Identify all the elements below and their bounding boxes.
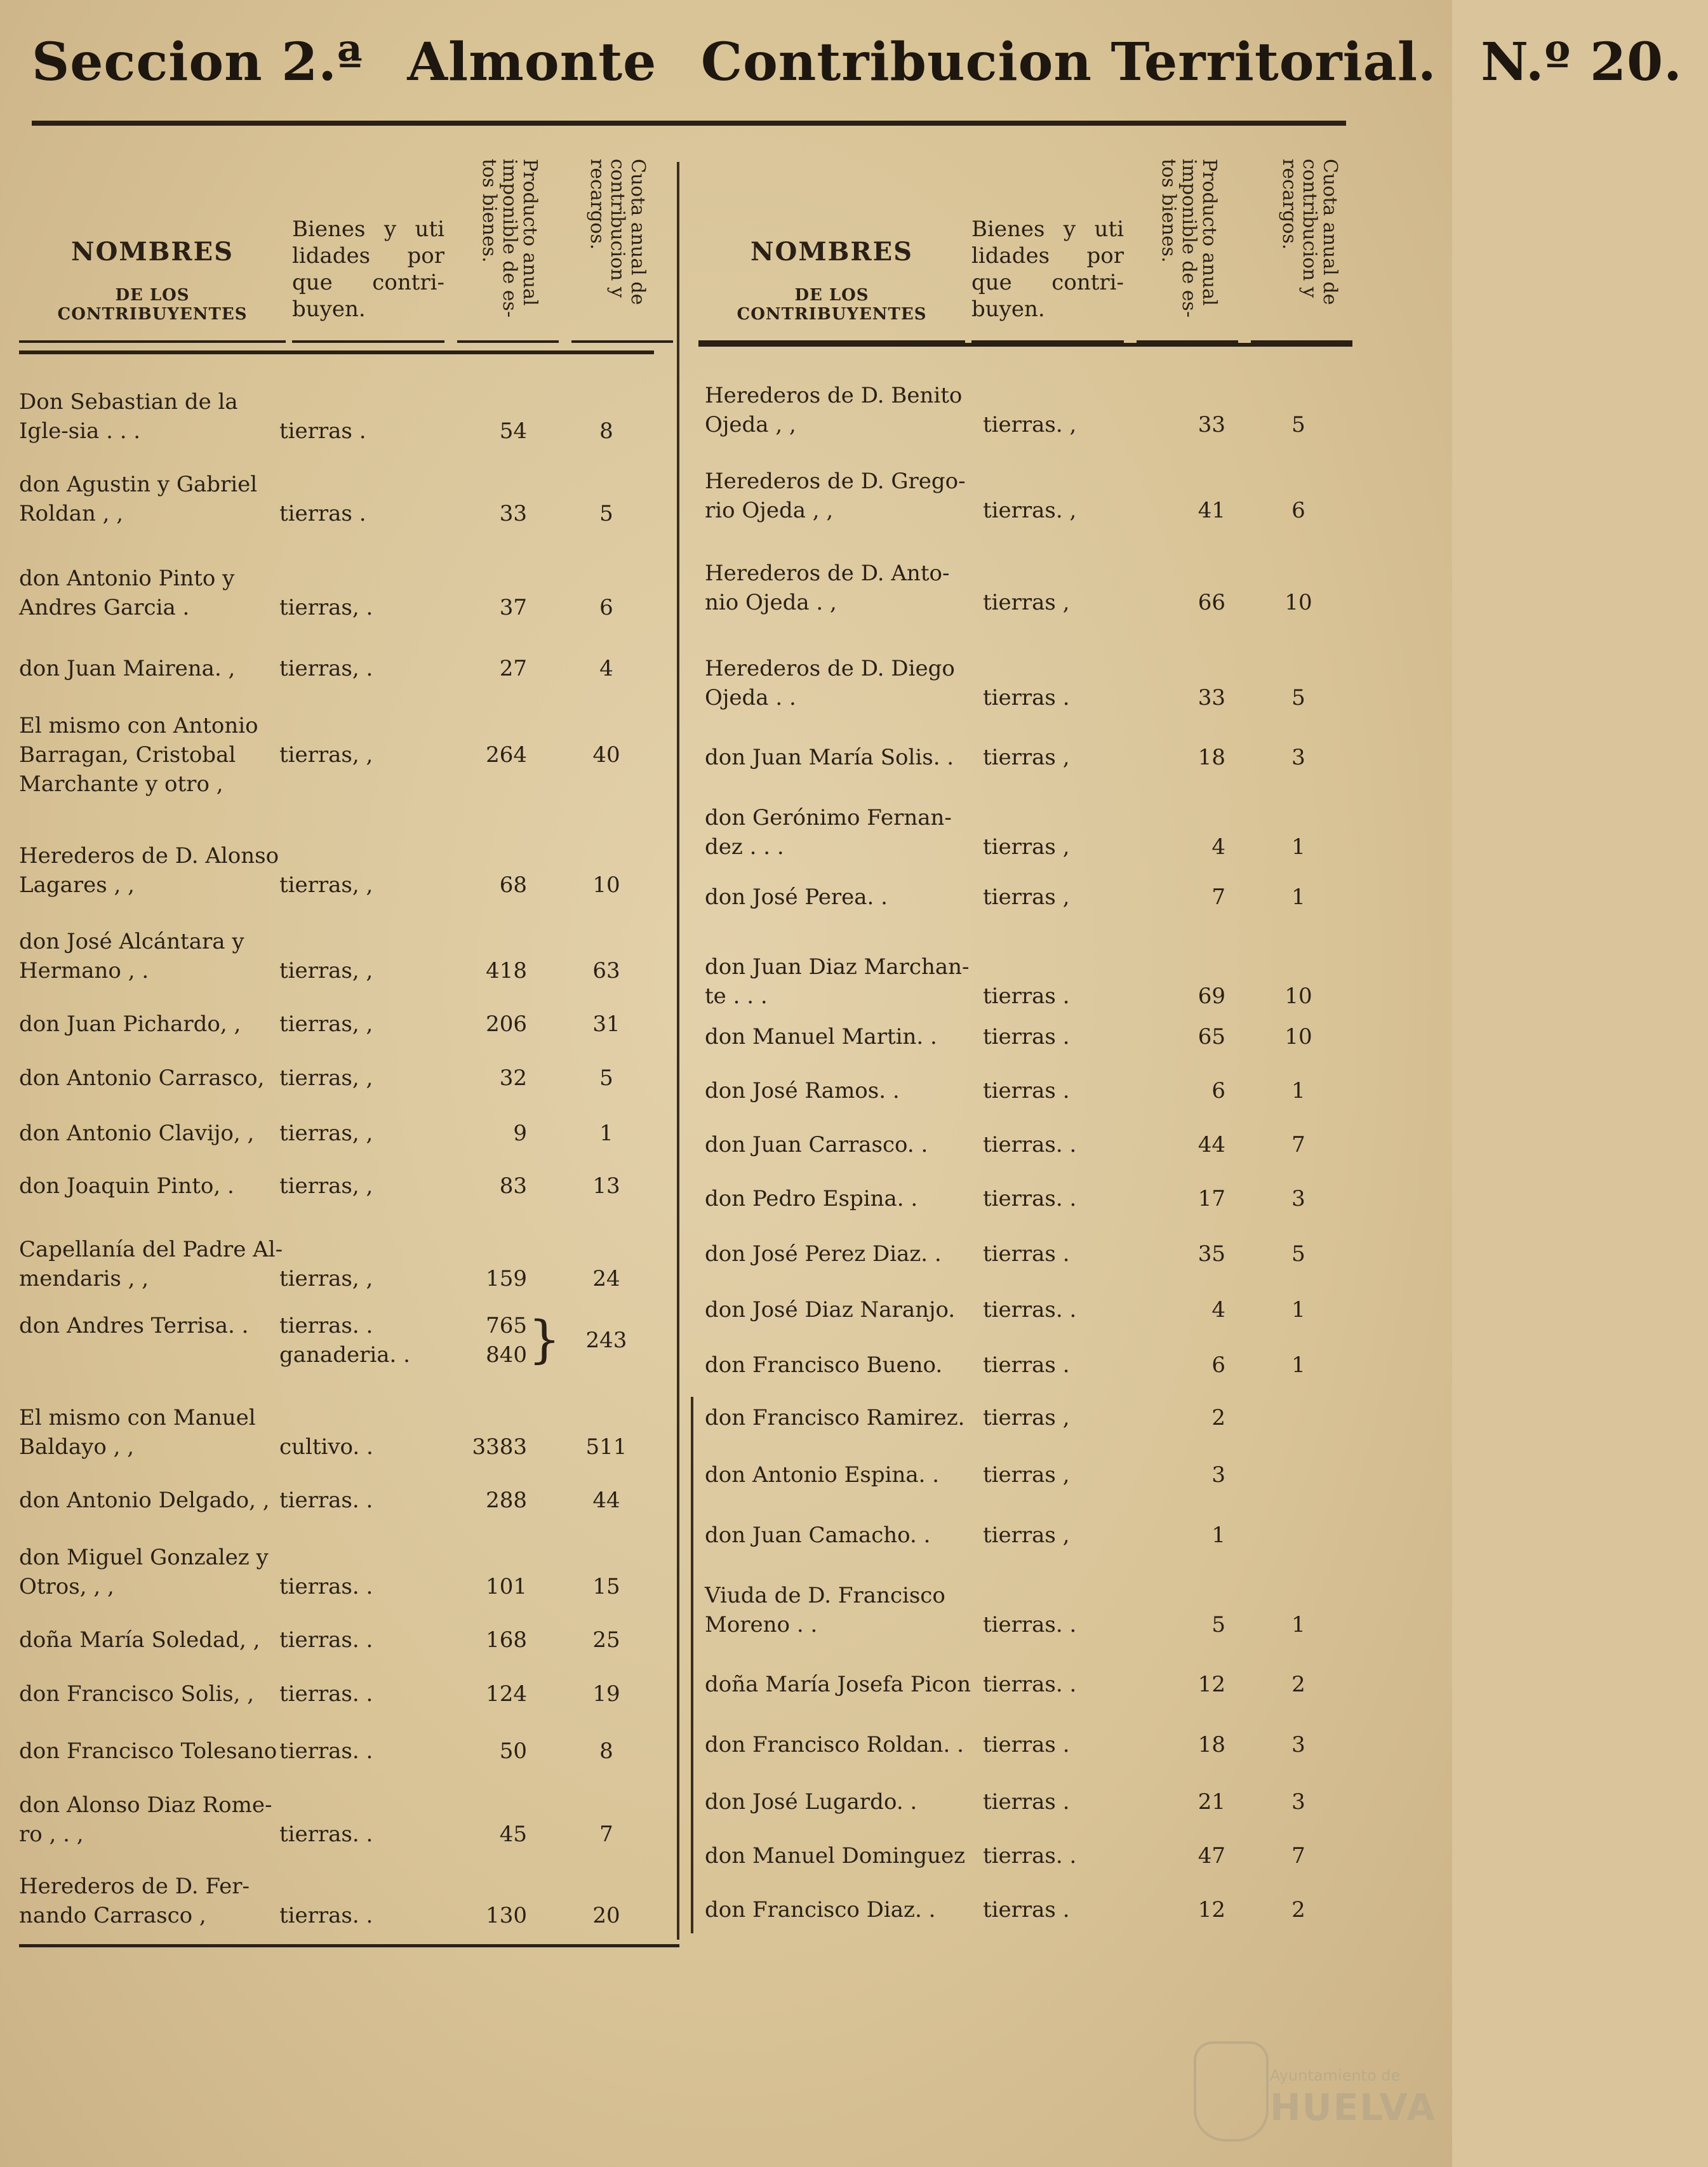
producto-cell: 124 xyxy=(486,1681,527,1707)
cuota-cell: 6 xyxy=(599,595,613,620)
producto-cell: 32 xyxy=(499,1065,527,1091)
producto-cell: 6 xyxy=(1211,1078,1225,1104)
producto-cell: 5 xyxy=(1211,1612,1225,1637)
cuota-cell: 40 xyxy=(592,742,620,768)
bienes-cell: tierras . xyxy=(983,1241,1070,1267)
bienes-cell: tierras , xyxy=(983,834,1070,860)
header-underline xyxy=(19,340,286,343)
contribuyente-name: Herederos de D. Diego Ojeda . . xyxy=(705,656,955,710)
bienes-cell: tierras, , xyxy=(279,1266,373,1291)
bienes-cell: tierras , xyxy=(983,884,1070,910)
contribuyente-name: doña María Josefa Picon xyxy=(705,1672,971,1697)
bienes-cell: tierras. . xyxy=(279,1738,373,1764)
bienes-cell: tierras, , xyxy=(279,1065,373,1091)
names-header xyxy=(19,237,286,324)
title-numero: N.º 20. xyxy=(1481,32,1683,93)
names-header-subtitle: DE LOS CONTRIBUYENTES xyxy=(57,286,248,324)
bienes-cell: tierras , xyxy=(983,1462,1070,1488)
cuota-cell: 1 xyxy=(599,1121,613,1146)
page-title xyxy=(32,32,1683,114)
contribuyente-name: don Juan Diaz Marchan-te . . . xyxy=(705,954,970,1009)
cuota-cell: 24 xyxy=(592,1266,620,1291)
producto-cell: 18 xyxy=(1198,1732,1225,1757)
cuota-cell: 19 xyxy=(592,1681,620,1707)
cuota-cell: 7 xyxy=(599,1822,613,1847)
contribuyente-name: don Francisco Roldan. . xyxy=(705,1732,964,1757)
producto-cell: 840 xyxy=(486,1342,527,1368)
bienes-cell: tierras. . xyxy=(983,1297,1077,1323)
contribuyente-name: don José Alcántara y Hermano , . xyxy=(19,929,244,983)
contribuyente-name: don Juan Pichardo, , xyxy=(19,1011,241,1037)
producto-cell: 288 xyxy=(486,1488,527,1513)
right-column-header xyxy=(698,152,1359,343)
contribuyente-name: don Pedro Espina. . xyxy=(705,1186,918,1211)
cuota-cell: 10 xyxy=(1284,1024,1312,1050)
column-divider xyxy=(677,162,679,1940)
header-underline xyxy=(292,340,444,343)
producto-cell: 69 xyxy=(1198,983,1225,1009)
cuota-header: Cuota anual de contribucion y recargos. xyxy=(1278,159,1341,305)
contribuyente-name: Herederos de D. Grego-rio Ojeda , , xyxy=(705,469,966,523)
bienes-cell: tierras. . xyxy=(279,1903,373,1928)
brace-icon: } xyxy=(528,1310,561,1369)
producto-cell: 54 xyxy=(499,418,527,444)
title-seccion: Seccion 2.ª xyxy=(32,32,363,93)
producto-cell: 168 xyxy=(486,1627,527,1653)
cuota-cell: 1 xyxy=(1291,884,1305,910)
contribuyente-name: don Antonio Clavijo, , xyxy=(19,1121,255,1146)
bienes-cell: tierras, . xyxy=(279,656,373,681)
producto-cell: 101 xyxy=(486,1574,527,1599)
bienes-cell: tierras. . xyxy=(983,1672,1077,1697)
bienes-cell: tierras . xyxy=(983,1352,1070,1378)
bienes-cell: tierras. . xyxy=(279,1313,373,1338)
contribuyente-name: don Juan Carrasco. . xyxy=(705,1132,928,1157)
producto-cell: 83 xyxy=(499,1173,527,1199)
bienes-cell: tierras , xyxy=(983,745,1070,770)
producto-cell: 264 xyxy=(486,742,527,768)
contribuyente-name: don Manuel Dominguez xyxy=(705,1843,966,1869)
title-pueblo: Almonte xyxy=(407,32,657,93)
bienes-cell: tierras. . xyxy=(279,1681,373,1707)
producto-cell: 45 xyxy=(499,1822,527,1847)
producto-cell: 21 xyxy=(1198,1789,1225,1815)
cuota-cell: 15 xyxy=(592,1574,620,1599)
contribuyente-name: don Antonio Espina. . xyxy=(705,1462,940,1488)
bienes-cell: tierras, , xyxy=(279,1011,373,1037)
cuota-cell: 8 xyxy=(599,1738,613,1764)
cuota-cell: 5 xyxy=(599,1065,613,1091)
contribuyente-name: El mismo con Antonio Barragan, Cristobal Marchante y otro , xyxy=(19,713,258,797)
producto-cell: 66 xyxy=(1198,590,1225,615)
producto-cell: 7 xyxy=(1211,884,1225,910)
producto-cell: 33 xyxy=(1198,412,1225,437)
producto-cell: 37 xyxy=(499,595,527,620)
producto-cell: 130 xyxy=(486,1903,527,1928)
producto-cell: 4 xyxy=(1211,834,1225,860)
producto-cell: 33 xyxy=(1198,685,1225,710)
title-rule xyxy=(32,121,1346,126)
contribuyente-name: don Francisco Solis, , xyxy=(19,1681,255,1707)
contribuyente-name: don Joaquin Pinto, . xyxy=(19,1173,234,1199)
cuota-cell: 4 xyxy=(599,656,613,681)
contribuyente-name: Don Sebastian de la Igle-sia . . . xyxy=(19,389,238,444)
contribuyente-name: doña María Soledad, , xyxy=(19,1627,260,1653)
producto-cell: 35 xyxy=(1198,1241,1225,1267)
producto-cell: 2 xyxy=(1211,1405,1225,1430)
cuota-header: Cuota anual de contribucion y recargos. xyxy=(586,159,649,305)
bienes-cell: tierras , xyxy=(983,1523,1070,1548)
producto-cell: 50 xyxy=(499,1738,527,1764)
producto-cell: 3383 xyxy=(472,1434,527,1460)
cuota-cell: 10 xyxy=(592,872,620,898)
title-contribucion: Contribucion Territorial. xyxy=(700,32,1437,93)
bienes-cell: tierras , xyxy=(983,590,1070,615)
bienes-cell: tierras. . xyxy=(279,1574,373,1599)
column-divider xyxy=(691,1397,693,1933)
cuota-cell: 3 xyxy=(1291,1789,1305,1815)
cuota-cell: 31 xyxy=(592,1011,620,1037)
bienes-cell: tierras, , xyxy=(279,1173,373,1199)
contribuyente-name: don José Ramos. . xyxy=(705,1078,900,1104)
contribuyente-name: don Francisco Ramirez. xyxy=(705,1405,965,1430)
cuota-cell: 44 xyxy=(592,1488,620,1513)
producto-cell: 44 xyxy=(1198,1132,1225,1157)
producto-cell: 65 xyxy=(1198,1024,1225,1050)
cuota-cell: 511 xyxy=(585,1434,627,1460)
cuota-cell: 1 xyxy=(1291,1612,1305,1637)
cuota-cell: 3 xyxy=(1291,1732,1305,1757)
cuota-cell: 8 xyxy=(599,418,613,444)
bienes-header: Bienes y uti lidades por que contri-buyen. xyxy=(292,217,444,322)
producto-cell: 12 xyxy=(1198,1897,1225,1923)
bienes-cell: tierras. . xyxy=(983,1186,1077,1211)
bienes-cell: ganaderia. . xyxy=(279,1342,410,1368)
bienes-cell: tierras. . xyxy=(279,1488,373,1513)
cuota-cell: 7 xyxy=(1291,1132,1305,1157)
producto-cell: 6 xyxy=(1211,1352,1225,1378)
contribuyente-name: don Gerónimo Fernan-dez . . . xyxy=(705,805,952,860)
producto-cell: 765 xyxy=(486,1313,527,1338)
right-header-rule xyxy=(698,343,1352,347)
contribuyente-name: don Juan Mairena. , xyxy=(19,656,236,681)
cuota-cell: 3 xyxy=(1291,1186,1305,1211)
producto-cell: 9 xyxy=(513,1121,527,1146)
bienes-cell: tierras . xyxy=(983,983,1070,1009)
contribuyente-name: Herederos de D. Alonso Lagares , , xyxy=(19,843,279,898)
names-header xyxy=(698,237,965,324)
bienes-cell: tierras. . xyxy=(279,1822,373,1847)
cuota-cell: 10 xyxy=(1284,983,1312,1009)
bienes-cell: tierras . xyxy=(983,1024,1070,1050)
header-underline xyxy=(571,340,673,343)
cuota-cell: 6 xyxy=(1291,498,1305,523)
producto-cell: 12 xyxy=(1198,1672,1225,1697)
bienes-cell: tierras. . xyxy=(279,1627,373,1653)
cuota-cell: 13 xyxy=(592,1173,620,1199)
contribuyente-name: Herederos de D. Anto-nio Ojeda . , xyxy=(705,561,950,615)
names-header-subtitle: DE LOS CONTRIBUYENTES xyxy=(737,286,927,324)
producto-cell: 68 xyxy=(499,872,527,898)
producto-cell: 3 xyxy=(1211,1462,1225,1488)
bienes-cell: tierras. , xyxy=(983,412,1077,437)
contribuyente-name: don José Perez Diaz. . xyxy=(705,1241,942,1267)
bienes-cell: tierras, , xyxy=(279,872,373,898)
producto-cell: 41 xyxy=(1198,498,1225,523)
left-header-rule xyxy=(19,350,654,354)
bienes-cell: tierras . xyxy=(983,1789,1070,1815)
bienes-cell: tierras . xyxy=(983,1078,1070,1104)
names-header-title: NOMBRES xyxy=(70,237,234,267)
contribuyente-name: don Andres Terrisa. . xyxy=(19,1313,249,1338)
cuota-cell: 243 xyxy=(585,1328,627,1353)
cuota-cell: 3 xyxy=(1291,745,1305,770)
contribuyente-name: don Juan María Solis. . xyxy=(705,745,954,770)
cuota-cell: 20 xyxy=(592,1903,620,1928)
cuota-cell: 5 xyxy=(1291,1241,1305,1267)
bienes-cell: tierras . xyxy=(983,1732,1070,1757)
bienes-header: Bienes y uti lidades por que contri-buyen. xyxy=(971,217,1124,322)
bienes-cell: tierras . xyxy=(279,501,366,526)
stamp-big-text: HUELVA xyxy=(1270,2086,1437,2129)
contribuyente-name: Herederos de D. Fer-nando Carrasco , xyxy=(19,1874,250,1928)
contribuyente-name: don Manuel Martin. . xyxy=(705,1024,937,1050)
cuota-cell: 63 xyxy=(592,958,620,983)
contribuyente-name: don Francisco Tolesano xyxy=(19,1738,277,1764)
bienes-cell: tierras , xyxy=(983,1405,1070,1430)
producto-cell: 17 xyxy=(1198,1186,1225,1211)
producto-cell: 418 xyxy=(486,958,527,983)
bottom-rule xyxy=(19,1944,679,1947)
contribuyente-name: don Antonio Carrasco, xyxy=(19,1065,265,1091)
producto-cell: 1 xyxy=(1211,1523,1225,1548)
bienes-cell: tierras. . xyxy=(983,1612,1077,1637)
bienes-cell: tierras, , xyxy=(279,958,373,983)
contribuyente-name: don Antonio Delgado, , xyxy=(19,1488,270,1513)
bienes-cell: tierras . xyxy=(279,418,366,444)
cuota-cell: 5 xyxy=(1291,412,1305,437)
bienes-cell: tierras. , xyxy=(983,498,1077,523)
bienes-cell: tierras, , xyxy=(279,742,373,768)
producto-cell: 18 xyxy=(1198,745,1225,770)
producto-cell: 47 xyxy=(1198,1843,1225,1869)
producto-cell: 159 xyxy=(486,1266,527,1291)
cuota-cell: 1 xyxy=(1291,1078,1305,1104)
stamp-small-text: Ayuntamiento de xyxy=(1270,2067,1401,2084)
contribuyente-name: don Francisco Bueno. xyxy=(705,1352,943,1378)
cuota-cell: 1 xyxy=(1291,834,1305,860)
contribuyente-name: don Antonio Pinto y Andres Garcia . xyxy=(19,566,235,620)
bienes-cell: tierras. . xyxy=(983,1132,1077,1157)
cuota-cell: 5 xyxy=(599,501,613,526)
cuota-cell: 1 xyxy=(1291,1352,1305,1378)
contribuyente-name: don José Diaz Naranjo. xyxy=(705,1297,956,1323)
contribuyente-name: don Agustin y Gabriel Roldan , , xyxy=(19,472,258,526)
header-underline xyxy=(457,340,559,343)
names-header-title: NOMBRES xyxy=(750,237,914,267)
producto-header: Producto anual imponible de es-tos bienes. xyxy=(1158,159,1220,318)
cuota-cell: 7 xyxy=(1291,1843,1305,1869)
producto-header: Producto anual imponible de es-tos bienes. xyxy=(478,159,541,318)
cuota-cell: 5 xyxy=(1291,685,1305,710)
producto-cell: 27 xyxy=(499,656,527,681)
bienes-cell: tierras . xyxy=(983,685,1070,710)
archive-stamp xyxy=(1194,2041,1437,2137)
producto-cell: 4 xyxy=(1211,1297,1225,1323)
left-column-header xyxy=(19,152,667,343)
cuota-cell: 10 xyxy=(1284,590,1312,615)
cuota-cell: 1 xyxy=(1291,1297,1305,1323)
contribuyente-name: Capellanía del Padre Al-mendaris , , xyxy=(19,1237,283,1291)
producto-cell: 206 xyxy=(486,1011,527,1037)
cuota-cell: 25 xyxy=(592,1627,620,1653)
producto-cell: 33 xyxy=(499,501,527,526)
contribuyente-name: don José Lugardo. . xyxy=(705,1789,917,1815)
cuota-cell: 2 xyxy=(1291,1672,1305,1697)
contribuyente-name: El mismo con Manuel Baldayo , , xyxy=(19,1405,256,1460)
bienes-cell: tierras. . xyxy=(983,1843,1077,1869)
cuota-cell: 2 xyxy=(1291,1897,1305,1923)
bienes-cell: tierras, . xyxy=(279,595,373,620)
contribuyente-name: don José Perea. . xyxy=(705,884,888,910)
contribuyente-name: Viuda de D. Francisco Moreno . . xyxy=(705,1583,945,1637)
coat-of-arms-icon xyxy=(1194,2041,1269,2142)
bienes-cell: tierras, , xyxy=(279,1121,373,1146)
contribuyente-name: don Miguel Gonzalez y Otros, , , xyxy=(19,1545,269,1599)
bienes-cell: cultivo. . xyxy=(279,1434,373,1460)
contribuyente-name: Herederos de D. Benito Ojeda , , xyxy=(705,383,963,437)
bienes-cell: tierras . xyxy=(983,1897,1070,1923)
contribuyente-name: don Juan Camacho. . xyxy=(705,1523,931,1548)
contribuyente-name: don Alonso Diaz Rome-ro , . , xyxy=(19,1792,272,1847)
contribuyente-name: don Francisco Diaz. . xyxy=(705,1897,936,1923)
